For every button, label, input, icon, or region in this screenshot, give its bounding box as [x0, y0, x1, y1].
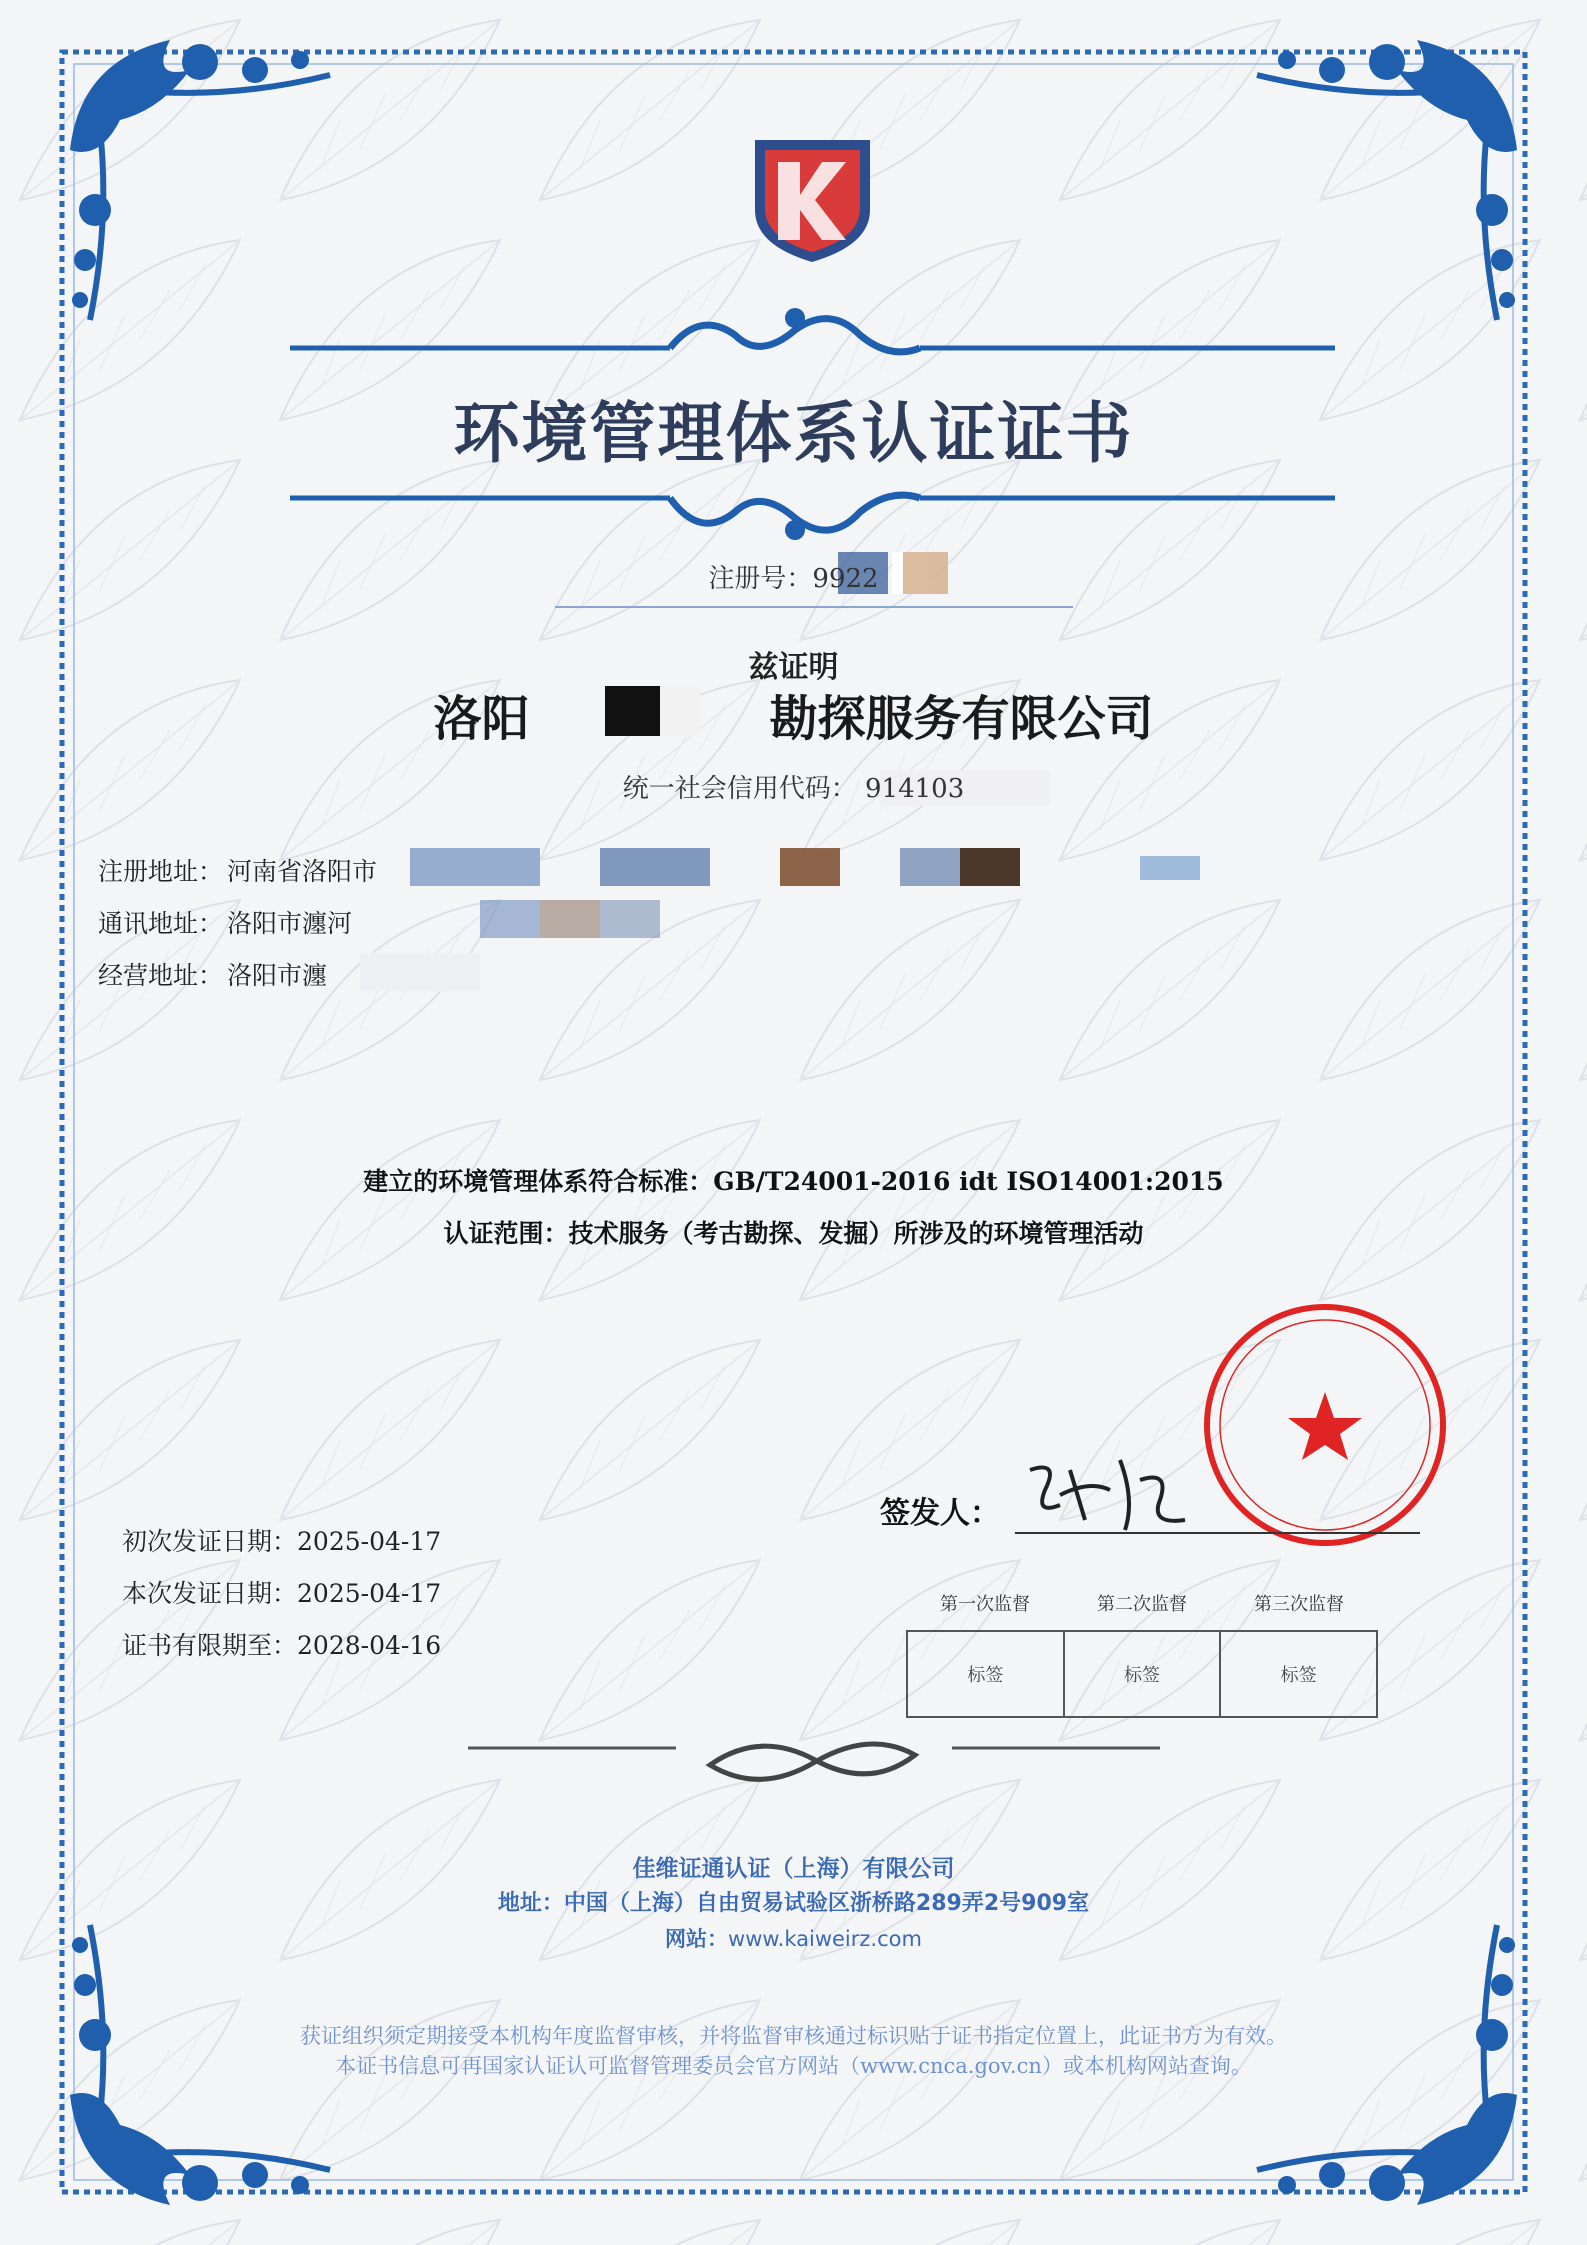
website-label: 网站： — [665, 1927, 729, 1951]
validity-note: 获证组织须定期接受本机构年度监督审核，并将监督审核通过标识贴于证书指定位置上，此证书方为有效。 — [300, 2024, 1287, 2048]
date-value: 2028-04-16 — [297, 1631, 442, 1660]
issuer-name: 佳维证通认证（上海）有限公司 — [632, 1856, 955, 1882]
credit-code-label: 统一社会信用代码： — [622, 774, 857, 804]
address-label: 经营地址： — [98, 961, 224, 990]
registration-underline — [555, 606, 1073, 608]
supervision-header-2: 第二次监督 — [1097, 1594, 1187, 1615]
supervision-cell-1: 标签 — [908, 1632, 1065, 1716]
date-label: 证书有限期至： — [122, 1631, 298, 1660]
registration-value: 9922 — [812, 564, 879, 594]
initial-issue-date — [122, 1522, 441, 1558]
date-label: 初次发证日期： — [122, 1527, 298, 1556]
verification-note: 本证书信息可再国家认证认可监督管理委员会官方网站（www.cnca.gov.cn）或本机构网站查询。 — [335, 2054, 1252, 2078]
supervision-header-3: 第三次监督 — [1254, 1594, 1344, 1615]
seal-star-icon — [1207, 1307, 1443, 1543]
company-name-tail: 勘探服务有限公司 — [769, 691, 1154, 747]
address-value: 河南省洛阳市 — [227, 857, 378, 886]
address-value: 洛阳市瀍河 — [227, 909, 353, 938]
website-link[interactable]: www.kaiweirz.com — [728, 1927, 922, 1951]
credit-code — [0, 768, 1587, 805]
date-value: 2025-04-17 — [297, 1527, 442, 1556]
current-issue-date — [122, 1574, 441, 1610]
company-name-head: 洛阳 — [433, 691, 530, 747]
address-label: 注册地址： — [98, 857, 224, 886]
company-name — [0, 680, 1587, 749]
certify-intro: 兹证明 — [748, 650, 839, 685]
credit-code-value: 914103 — [865, 774, 965, 804]
certification-scope: 认证范围：技术服务（考古勘探、发掘）所涉及的环境管理活动 — [443, 1219, 1144, 1248]
issuer-address: 地址：中国（上海）自由贸易试验区浙桥路289弄2号909室 — [497, 1891, 1090, 1916]
supervision-table — [906, 1630, 1378, 1718]
ornament-flourish-icon — [468, 1744, 1160, 1779]
corner-floral-icon — [1257, 40, 1517, 320]
signature-line — [1015, 1532, 1420, 1534]
address-value: 洛阳市瀍 — [227, 961, 328, 990]
registered-address — [98, 852, 377, 888]
registration-number — [0, 558, 1587, 595]
registration-label: 注册号： — [708, 564, 813, 594]
supervision-cell-3: 标签 — [1280, 1665, 1317, 1686]
expiry-date — [122, 1626, 441, 1662]
certificate-title: 环境管理体系认证证书 — [453, 395, 1134, 472]
signature — [1030, 1460, 1185, 1530]
date-label: 本次发证日期： — [122, 1579, 298, 1608]
supervision-cell-2: 标签 — [1065, 1632, 1222, 1716]
issuer-website — [0, 1923, 1587, 1953]
signer-label: 签发人： — [880, 1496, 1000, 1531]
business-address — [98, 956, 327, 992]
date-value: 2025-04-17 — [297, 1579, 442, 1608]
address-label: 通讯地址： — [98, 909, 224, 938]
corner-floral-icon — [70, 40, 330, 320]
mailing-address — [98, 904, 352, 940]
supervision-header-1: 第一次监督 — [940, 1594, 1030, 1615]
conformity-standard: 建立的环境管理体系符合标准：GB/T24001-2016 idt ISO14001:2015 — [363, 1167, 1224, 1196]
logo-shield-icon — [755, 140, 870, 262]
